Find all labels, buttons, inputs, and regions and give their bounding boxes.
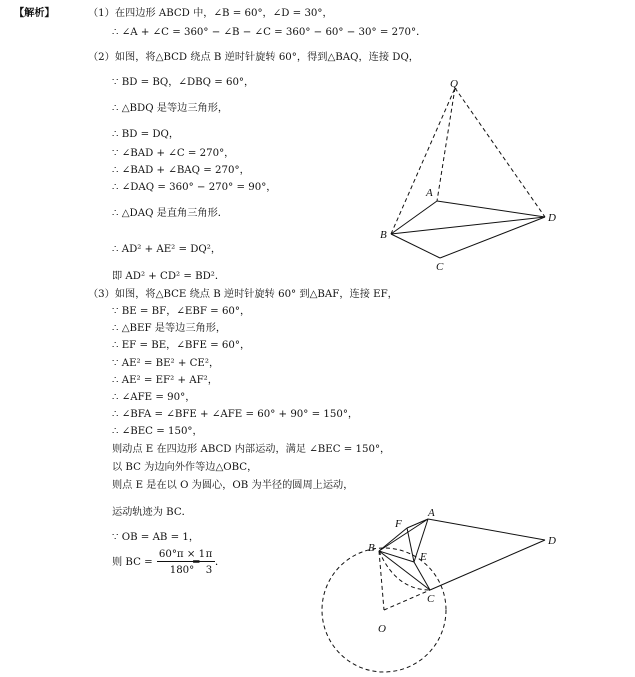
label-D: D — [548, 212, 556, 224]
segment-OC — [384, 590, 430, 610]
part3-line-9: ∴ ∠BEC = 150°， — [112, 426, 203, 437]
label-C: C — [436, 261, 444, 273]
formula-denominator: 180° — [169, 565, 195, 576]
segment-FA — [407, 519, 428, 528]
segment-BF — [379, 528, 407, 551]
part1-line-1: （1）在四边形 ABCD 中，∠B = 60°，∠D = 30°， — [88, 8, 333, 19]
label-O: O — [378, 623, 386, 635]
part3-line-12: 则点 E 是在以 O 为圆心，OB 为半径的圆周上运动， — [112, 480, 354, 491]
part3-line-3: ∴ △BEF 是等边三角形， — [112, 323, 227, 334]
part2-line-2: ∵ BD = BQ，∠DBQ = 60°， — [112, 77, 255, 88]
formula-denominator-2: 3 — [205, 565, 213, 576]
segment-EC — [414, 562, 430, 590]
part2-line-4: ∴ BD = DQ， — [112, 129, 180, 140]
part3-line-11: 以 BC 为边向外作等边△OBC， — [112, 462, 258, 473]
part3-line-4: ∴ EF = BE，∠BFE = 60°， — [112, 340, 251, 351]
label-B: B — [368, 542, 375, 554]
part1-line-2: ∴ ∠A + ∠C = 360° − ∠B − ∠C = 360° − 60° − 30° = 270°． — [112, 27, 427, 38]
part2-line-5: ∵ ∠BAD + ∠C = 270°， — [112, 148, 235, 159]
formula-equals: = — [192, 557, 201, 568]
formula-prefix: 则 BC = — [112, 557, 153, 568]
label-B: B — [380, 229, 387, 241]
label-D: D — [548, 535, 556, 547]
part3-line-2: ∵ BE = BF，∠EBF = 60°， — [112, 306, 251, 317]
part3-line-5: ∵ AE² = BE² + CE²， — [112, 358, 220, 369]
segment-DC — [430, 540, 545, 590]
label-F: F — [395, 518, 402, 530]
segment-AD — [428, 519, 545, 540]
part2-line-8: ∴ △DAQ 是直角三角形． — [112, 208, 228, 219]
analysis-heading: 【解析】 — [14, 7, 55, 19]
label-Q: Q — [450, 78, 458, 90]
part2-line-1: （2）如图，将△BCD 绕点 B 逆时针旋转 60°，得到△BAQ，连接 DQ， — [88, 52, 419, 63]
label-A: A — [426, 187, 433, 199]
part2-line-10: 即 AD² + CD² = BD²． — [112, 271, 226, 282]
segment-FE — [407, 528, 414, 562]
formula-numerator-2: π — [205, 549, 213, 560]
part2-line-7: ∴ ∠DAQ = 360° − 270° = 90°， — [112, 182, 277, 193]
part3-line-6: ∴ AE² = EF² + AF²， — [112, 375, 218, 386]
part2-line-6: ∴ ∠BAD + ∠BAQ = 270°， — [112, 165, 250, 176]
part2-line-3: ∴ △BDQ 是等边三角形， — [112, 103, 229, 114]
label-A: A — [428, 507, 435, 519]
part3-line-10: 则动点 E 在四边形 ABCD 内部运动，满足 ∠BEC = 150°， — [112, 444, 391, 455]
part3-line-8: ∴ ∠BFA = ∠BFE + ∠AFE = 60° + 90° = 150°， — [112, 409, 359, 420]
part3-line-7: ∴ ∠AFE = 90°， — [112, 392, 196, 403]
part3-line-13: 运动轨迹为 BC． — [112, 507, 192, 518]
part3-line-14: ∵ OB = AB = 1， — [112, 532, 200, 543]
segment-BA — [379, 519, 428, 551]
label-E: E — [420, 551, 427, 563]
formula-numerator: 60°π × 1 — [158, 549, 206, 560]
label-C: C — [427, 593, 435, 605]
part3-line-1: （3）如图，将△BCE 绕点 B 逆时针旋转 60° 到△BAF，连接 EF， — [88, 289, 398, 300]
formula-end: ． — [215, 557, 226, 568]
part2-line-9: ∴ AD² + AE² = DQ²， — [112, 244, 222, 255]
